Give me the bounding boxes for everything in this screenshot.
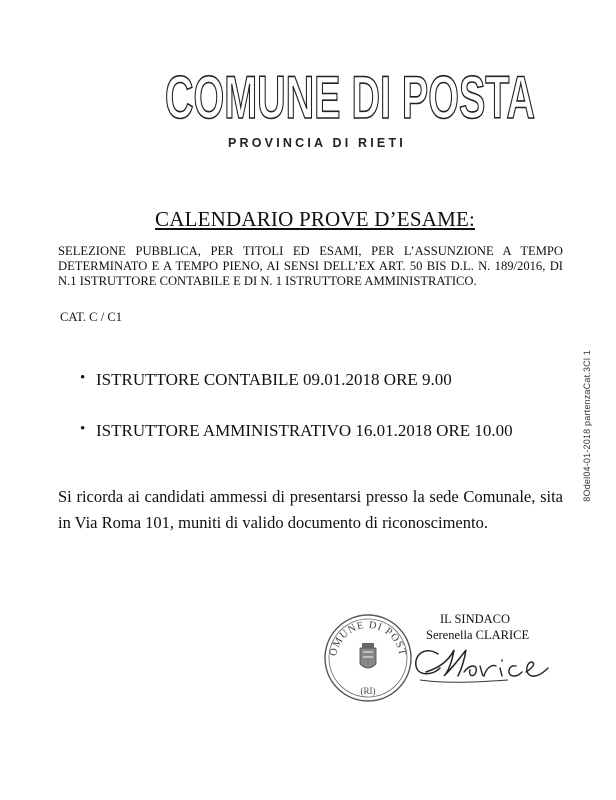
exam-item xyxy=(80,421,513,441)
municipality-text: COMUNE DI POSTA xyxy=(165,64,535,131)
document-title: CALENDARIO PROVE D’ESAME: xyxy=(155,207,475,231)
category-label: CAT. C / C1 xyxy=(60,310,123,324)
selection-description: SELEZIONE PUBBLICA, PER TITOLI ED ESAMI, PER L’ASSUNZIONE A TEMPO DETERMINATO E A TEMPO PIENO, AI SENSI DELL’EX ART. 50 BIS D.L. N. 189/2016, DI N.1 ISTRUTTORE CONTABILE E DI N. 1 ISTRUTTORE AMMINISTRATICO. xyxy=(58,244,563,288)
seal-bottom-text: (RI) xyxy=(360,686,376,696)
seal-top-text: OMUNE DI POST xyxy=(328,619,408,658)
province-subtitle: PROVINCIA DI RIETI xyxy=(228,136,406,150)
candidate-notice: Si ricorda ai candidati ammessi di presentarsi presso la sede Comunale, sita in Via Roma 101, muniti di valido documento di riconoscimento. xyxy=(58,487,563,532)
exam-item xyxy=(80,370,513,390)
exam-item-text: ISTRUTTORE CONTABILE 09.01.2018 ORE 9.00 xyxy=(96,370,452,389)
handwritten-signature xyxy=(408,632,558,690)
bullet-icon: • xyxy=(80,421,86,437)
municipality-title xyxy=(160,62,540,132)
protocol-stamp: 8Odel04-01-2018 partenzaCat.3Cl 1 xyxy=(582,350,592,502)
exam-schedule-list xyxy=(80,370,513,472)
signer-role: IL SINDACO xyxy=(440,612,511,626)
municipal-seal xyxy=(322,612,414,704)
bullet-icon: • xyxy=(80,370,86,386)
exam-item-text: ISTRUTTORE AMMINISTRATIVO 16.01.2018 ORE 10.00 xyxy=(96,421,513,440)
signer-name: Serenella CLARICE xyxy=(426,628,530,642)
